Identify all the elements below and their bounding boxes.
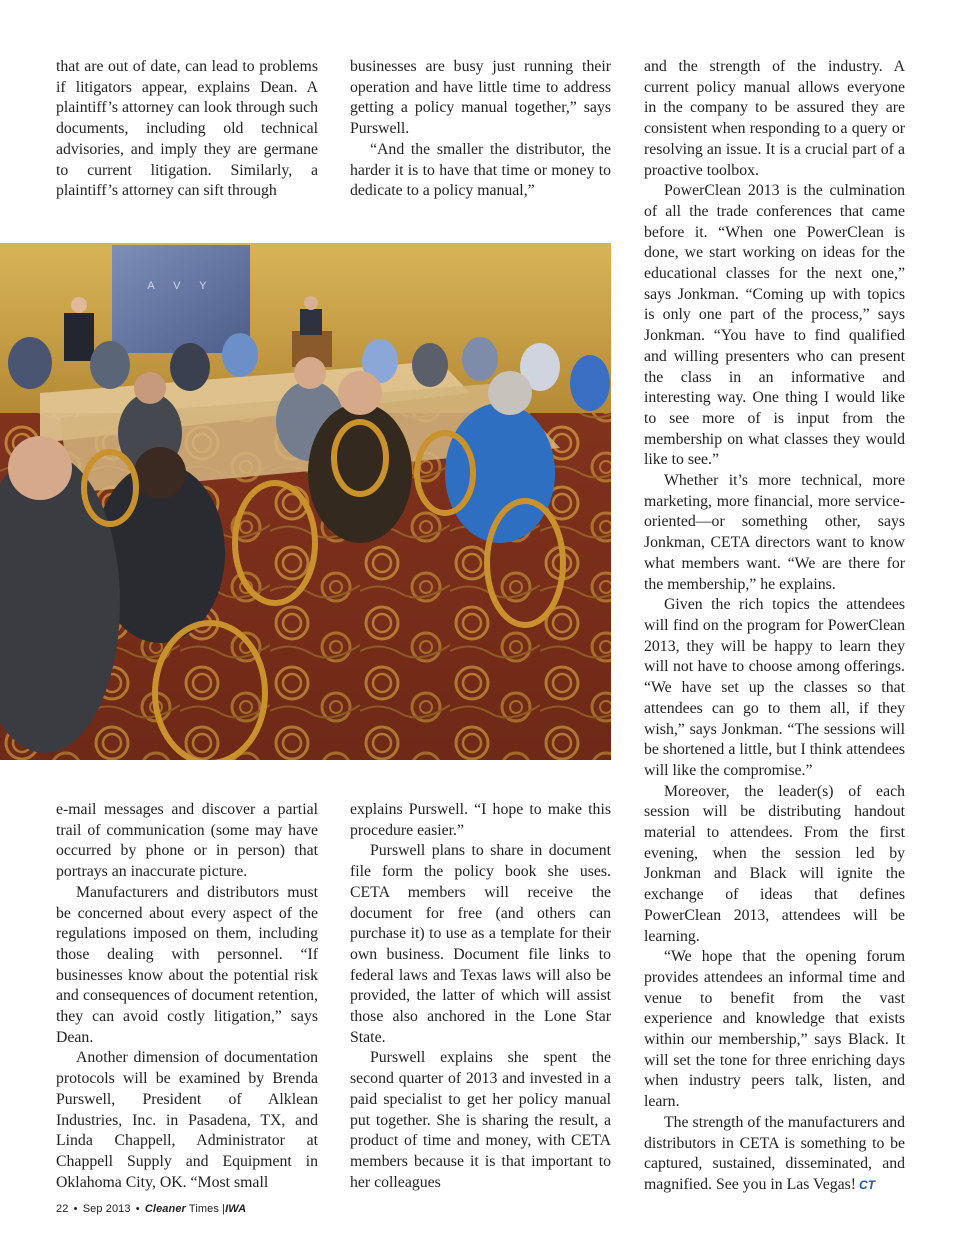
paragraph: that are out of date, can lead to problems if litigators appear, explains Dean. A plaintiff’s attorney can look through such documents, including old technical advisories, and imply they are germane to current litigation. Similarly, a plaintiff’s attorney can sift through: [56, 58, 318, 200]
screen-text: A V Y: [147, 280, 215, 292]
paragraph: businesses are busy just running their operation and have little time to address getting a policy manual together,” says Purswell.: [350, 58, 611, 138]
column-1-top: [56, 57, 318, 202]
column-2-bottom: [350, 800, 611, 1193]
page-number: 22: [56, 1203, 69, 1215]
paragraph: Purswell explains she spent the second quarter of 2013 and invested in a paid specialist to get her policy manual put together. She is sharing the result, a product of time and money, with CETA members because it is that important to her colleagues: [350, 1049, 611, 1191]
projection-screen: [112, 245, 250, 353]
paragraph: “And the smaller the distributor, the harder it is to have that time or money to dedicate to a policy manual,”: [350, 140, 611, 200]
magazine-name-bold: Cleaner: [144, 1203, 186, 1215]
paragraph: and the strength of the industry. A current policy manual allows everyone in the company to be assured they are consistent when responding to a query or resolving an issue. It is a crucial part of a proactive toolbox.: [644, 58, 905, 179]
paragraph-text: The strength of the manufacturers and distributors in CETA is something to be captured, sustained, disseminated, and magnified. See you in Las Vegas!: [644, 1113, 905, 1193]
paragraph: Manufacturers and distributors must be concerned about every aspect of the regulations imposed on them, including those dealing with personnel. “If businesses know about the potential risk and consequences of document retention, they can avoid costly litigation,” says Dean.: [56, 883, 318, 1046]
end-mark-logo: CT: [859, 1177, 876, 1192]
page-footer: [56, 1203, 246, 1215]
paragraph: Purswell plans to share in document file form the policy book she uses. CETA members will receive the document for free (and others can purchase it) to use as a template for their own business. Document file links to federal laws and Texas laws will also be provided, the latter of which will assist those also anchored in the Lone Star State.: [350, 842, 611, 1046]
paragraph: explains Purswell. “I hope to make this procedure easier.”: [350, 801, 611, 839]
conference-photo: [0, 243, 611, 760]
paragraph: Another dimension of documentation protocols will be examined by Brenda Purswell, President of Alklean Industries, Inc. in Pasadena, TX, and Linda Chappell, Administrator at Chappell Supply and Equipment in Oklahoma City, OK. “Most small: [56, 1049, 318, 1191]
column-2-top: [350, 57, 611, 202]
paragraph: “We hope that the opening forum provides attendees an informal time and venue to benefit from the vast experience and knowledge that exists within our membership,” says Black. It will set the tone for three enriching days when industry peers talk, listen, and learn.: [644, 948, 905, 1111]
paragraph: Moreover, the leader(s) of each session will be distributing handout material to attendees. From the first evening, when the session led by Jonkman and Black will ignite the exchange of ideas that defines PowerClean 2013, attendees will be learning.: [644, 782, 905, 945]
issue-date: Sep 2013: [82, 1203, 131, 1215]
closing-paragraph: [644, 1113, 905, 1196]
footer-bullet: •: [73, 1203, 78, 1215]
footer-bullet: •: [135, 1203, 140, 1215]
column-3: [644, 57, 905, 1196]
column-1-bottom: [56, 800, 318, 1193]
paragraph: Given the rich topics the attendees will find on the program for PowerClean 2013, they will be happy to learn they will not have to choose among offerings. “We have set up the classes so that attendees can go to them all, if they wish,” says Jonkman. “The sessions will be shortened a little, but I think attendees will like the compromise.”: [644, 596, 905, 779]
magazine-name-rest: Times: [188, 1203, 219, 1215]
section-name: IWA: [225, 1203, 247, 1215]
paragraph: e-mail messages and discover a partial trail of communication (some may have occurred by phone or in person) that portrays an inaccurate picture.: [56, 801, 318, 881]
paragraph: Whether it’s more technical, more marketing, more financial, more service-oriented—or something other, says Jonkman, CETA directors want to know what members want. “We are there for the membership,” he explains.: [644, 472, 905, 593]
footer-divider: |: [222, 1203, 226, 1215]
paragraph: PowerClean 2013 is the culmination of all the trade conferences that came before it. “When one PowerClean is done, we start working on ideas for the educational classes for the next one,” says Jonkman. “Coming up with topics is only one part of the process,” says Jonkman. “You have to find qualified and willing presenters who can present the class in an informative and interesting way. One thing I would like to see more of is input from the membership on what classes they would like to see.”: [644, 182, 905, 469]
